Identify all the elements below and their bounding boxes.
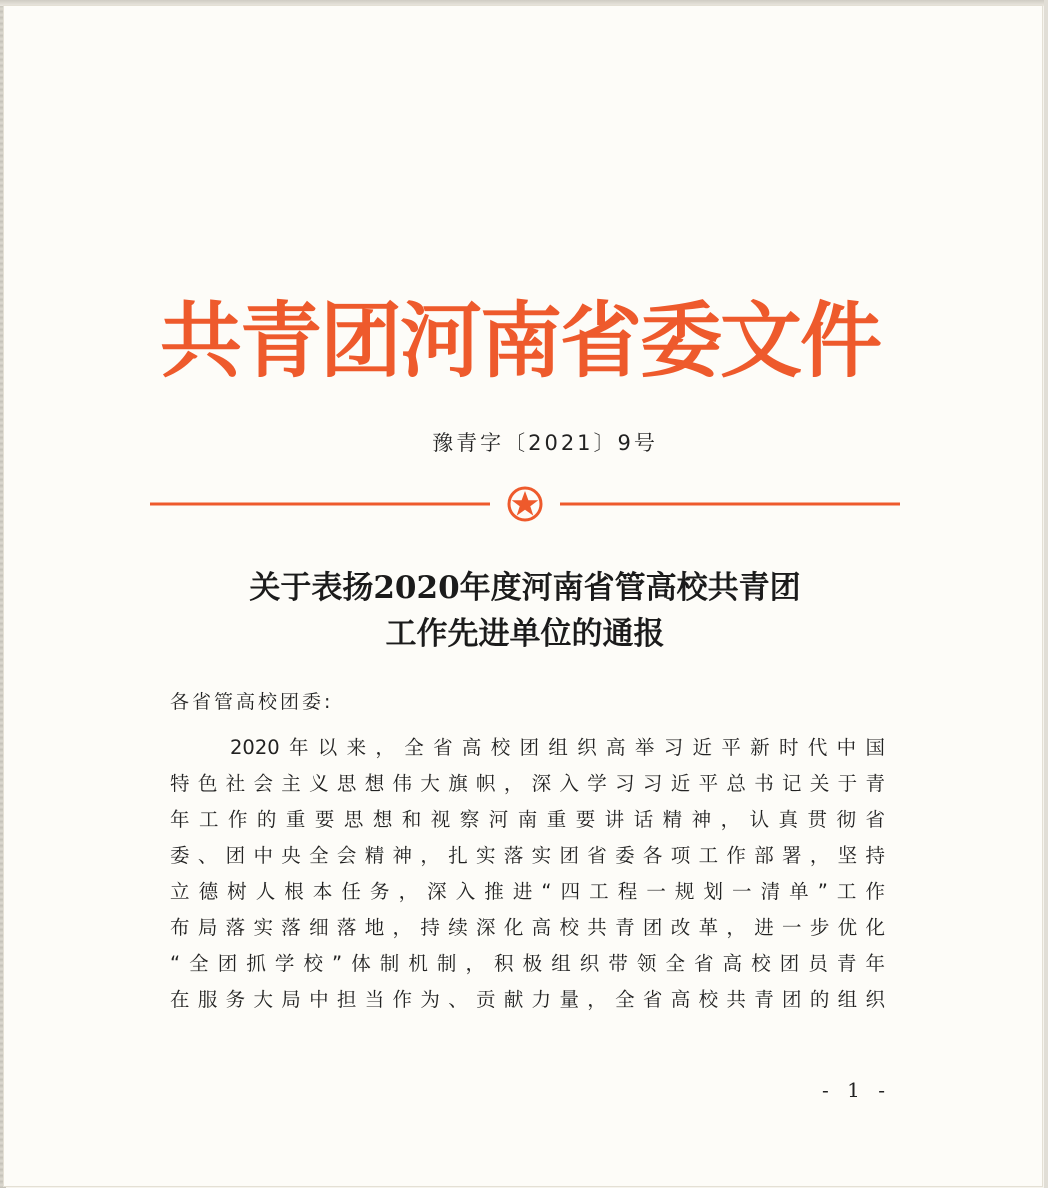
page-number: - 1 - [822,1078,891,1102]
body-line: “全团抓学校”体制机制，积极组织带领全省高校团员青年 [170,952,885,975]
body-line: 年工作的重要思想和视察河南重要讲话精神，认真贯彻省 [170,808,885,831]
body-line: 布局落实落细落地，持续深化高校共青团改革，进一步优化 [170,916,885,939]
document-number: 豫青字〔2021〕9号 [432,431,658,455]
title-line-1: 关于表扬2020年度河南省管高校共青团 [249,570,801,606]
title-line-2: 工作先进单位的通报 [385,616,665,652]
body-line: 委、团中央全会精神，扎实落实团省委各项工作部署，坚持 [170,844,885,867]
star-emblem-icon [509,488,541,520]
body-text [170,730,885,1018]
body-line: 立德树人根本任务，深入推进“四工程一规划一清单”工作 [170,880,885,903]
salutation: 各省管高校团委: [170,691,334,713]
body-line: 2020年以来，全省高校团组织高举习近平新时代中国 [230,736,885,759]
document-title [150,565,900,657]
body-line: 在服务大局中担当作为、贡献力量，全省高校共青团的组织 [170,988,885,1011]
body-line: 特色社会主义思想伟大旗帜，深入学习习近平总书记关于青 [170,772,885,795]
red-divider [150,484,900,524]
masthead-title: 共青团河南省委文件 [160,294,881,389]
scan-right-edge [1044,0,1048,1188]
